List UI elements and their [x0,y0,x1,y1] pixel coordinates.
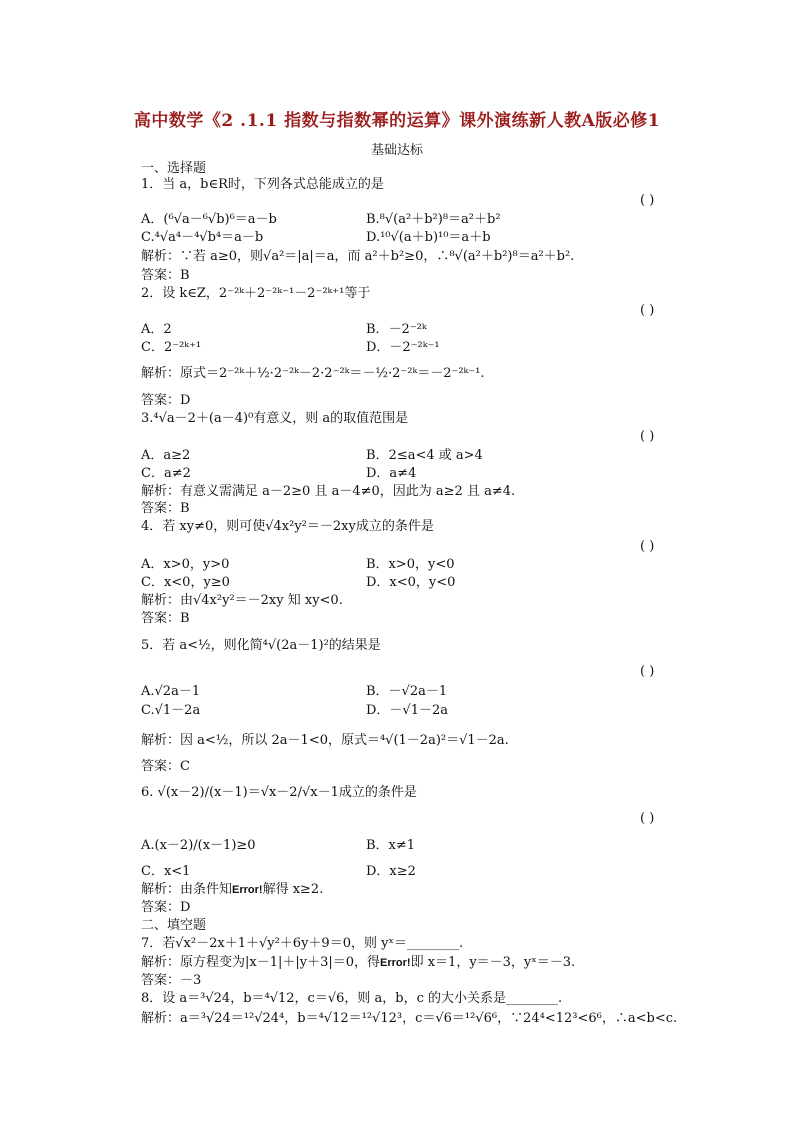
q8-analysis: 解析：a＝³√24＝¹²√24⁴，b＝⁴√12＝¹²√12³，c＝√6＝¹²√6⁶，∵24⁴<12³<6⁶，∴a<b<c. [141,1011,678,1026]
q4-stem: 4．若 xy≠0，则可使√4x²y²＝－2xy成立的条件是 [141,519,434,534]
q3-option-c: C．a≠2 [141,466,191,481]
q6-answer-blank: ( ) [640,811,655,826]
q5-option-d: D．－√1－2a [366,703,448,718]
q6-option-d: D．x≥2 [366,864,416,879]
q1-option-d: D.¹⁰√(a＋b)¹⁰＝a＋b [366,230,491,245]
q4-option-d: D．x<0，y<0 [366,575,456,590]
q3-option-a: A．a≥2 [141,448,191,463]
q2-option-d: D．－2⁻²ᵏ⁻¹ [366,340,440,355]
q2-answer-blank: ( ) [640,303,655,318]
q6-option-a: A.(x－2)/(x－1)≥0 [141,838,256,853]
q5-option-c: C.√1－2a [141,703,201,718]
q2-stem: 2．设 k∈Z，2⁻²ᵏ＋2⁻²ᵏ⁻¹－2⁻²ᵏ⁺¹等于 [141,286,371,301]
q7-analysis-post: 即 x＝1，y＝－3，yˣ＝－3. [410,955,576,970]
q2-option-c: C．2⁻²ᵏ⁺¹ [141,340,202,355]
q5-stem: 5．若 a<½，则化简⁴√(2a－1)²的结果是 [141,638,381,653]
q5-option-b: B．－√2a－1 [366,684,448,699]
q6-answer: 答案：D [141,900,191,915]
q6-stem: 6. √(x－2)/(x－1)＝√x－2/√x－1成立的条件是 [141,785,417,800]
q2-option-a: A．2 [141,322,172,337]
q4-option-c: C．x<0，y≥0 [141,575,230,590]
q3-option-b: B．2≤a<4 或 a>4 [366,448,483,463]
q5-answer-blank: ( ) [640,664,655,679]
q4-answer-blank: ( ) [640,539,655,554]
q6-analysis-pre: 解析：由条件知 [141,882,233,897]
q6-option-c: C．x<1 [141,864,191,879]
q3-option-d: D．a≠4 [366,466,417,481]
q2-option-b: B．－2⁻²ᵏ [366,322,427,337]
q5-analysis: 解析：因 a<½，所以 2a－1<0，原式＝⁴√(1－2a)²＝√1－2a. [141,733,509,748]
q3-stem: 3.⁴√a－2＋(a－4)⁰有意义，则 a的取值范围是 [141,411,409,426]
q7-analysis-pre: 解析：原方程变为|x－1|＋|y＋3|＝0，得 [141,955,381,970]
q5-answer: 答案：C [141,759,190,774]
q7-stem: 7．若√x²－2x＋1＋√y²＋6y＋9＝0，则 yˣ＝________. [141,936,464,951]
section-choice: 一、选择题 [141,161,207,176]
q1-analysis: 解析：∵若 a≥0，则√a²＝|a|＝a，而 a²＋b²≥0，∴⁸√(a²＋b²)⁸＝a²＋b². [141,249,575,264]
q1-answer: 答案：B [141,268,190,283]
q4-option-b: B．x>0，y<0 [366,557,455,572]
doc-title: 高中数学《2 .1.1 指数与指数幂的运算》课外演练新人教A版必修1 [133,111,661,131]
q2-answer: 答案：D [141,393,191,408]
q4-option-a: A．x>0，y>0 [141,557,230,572]
q6-analysis [141,882,323,898]
doc-subtitle: 基础达标 [370,143,423,158]
q3-analysis: 解析：有意义需满足 a－2≥0 且 a－4≠0，因此为 a≥2 且 a≠4. [141,484,516,499]
q3-answer: 答案：B [141,501,190,516]
q7-analysis [141,955,575,971]
q1-answer-blank: ( ) [640,193,655,208]
q8-stem: 8．设 a＝³√24，b＝⁴√12，c＝√6，则 a，b，c 的大小关系是________. [141,991,563,1006]
q6-error-marker: Error! [232,884,263,896]
q4-analysis: 解析：由√4x²y²＝－2xy 知 xy<0. [141,593,343,608]
q1-option-c: C.⁴√a⁴－⁴√b⁴＝a－b [141,230,264,245]
q1-option-b: B.⁸√(a²＋b²)⁸＝a²＋b² [366,212,501,227]
q1-option-a: A．(⁶√a－⁶√b)⁶＝a－b [141,212,277,227]
section-fill: 二、填空题 [141,918,207,933]
q1-stem: 1．当 a，b∈R时，下列各式总能成立的是 [141,177,384,192]
q6-option-b: B．x≠1 [366,838,416,853]
q7-answer: 答案：－3 [141,973,202,988]
q4-answer: 答案：B [141,611,190,626]
q7-error-marker: Error! [380,957,411,969]
q5-option-a: A.√2a－1 [141,684,201,699]
q2-analysis: 解析：原式＝2⁻²ᵏ＋½·2⁻²ᵏ－2·2⁻²ᵏ＝－½·2⁻²ᵏ＝－2⁻²ᵏ⁻¹. [141,366,485,381]
q3-answer-blank: ( ) [640,429,655,444]
q6-analysis-post: 解得 x≥2. [262,882,324,897]
